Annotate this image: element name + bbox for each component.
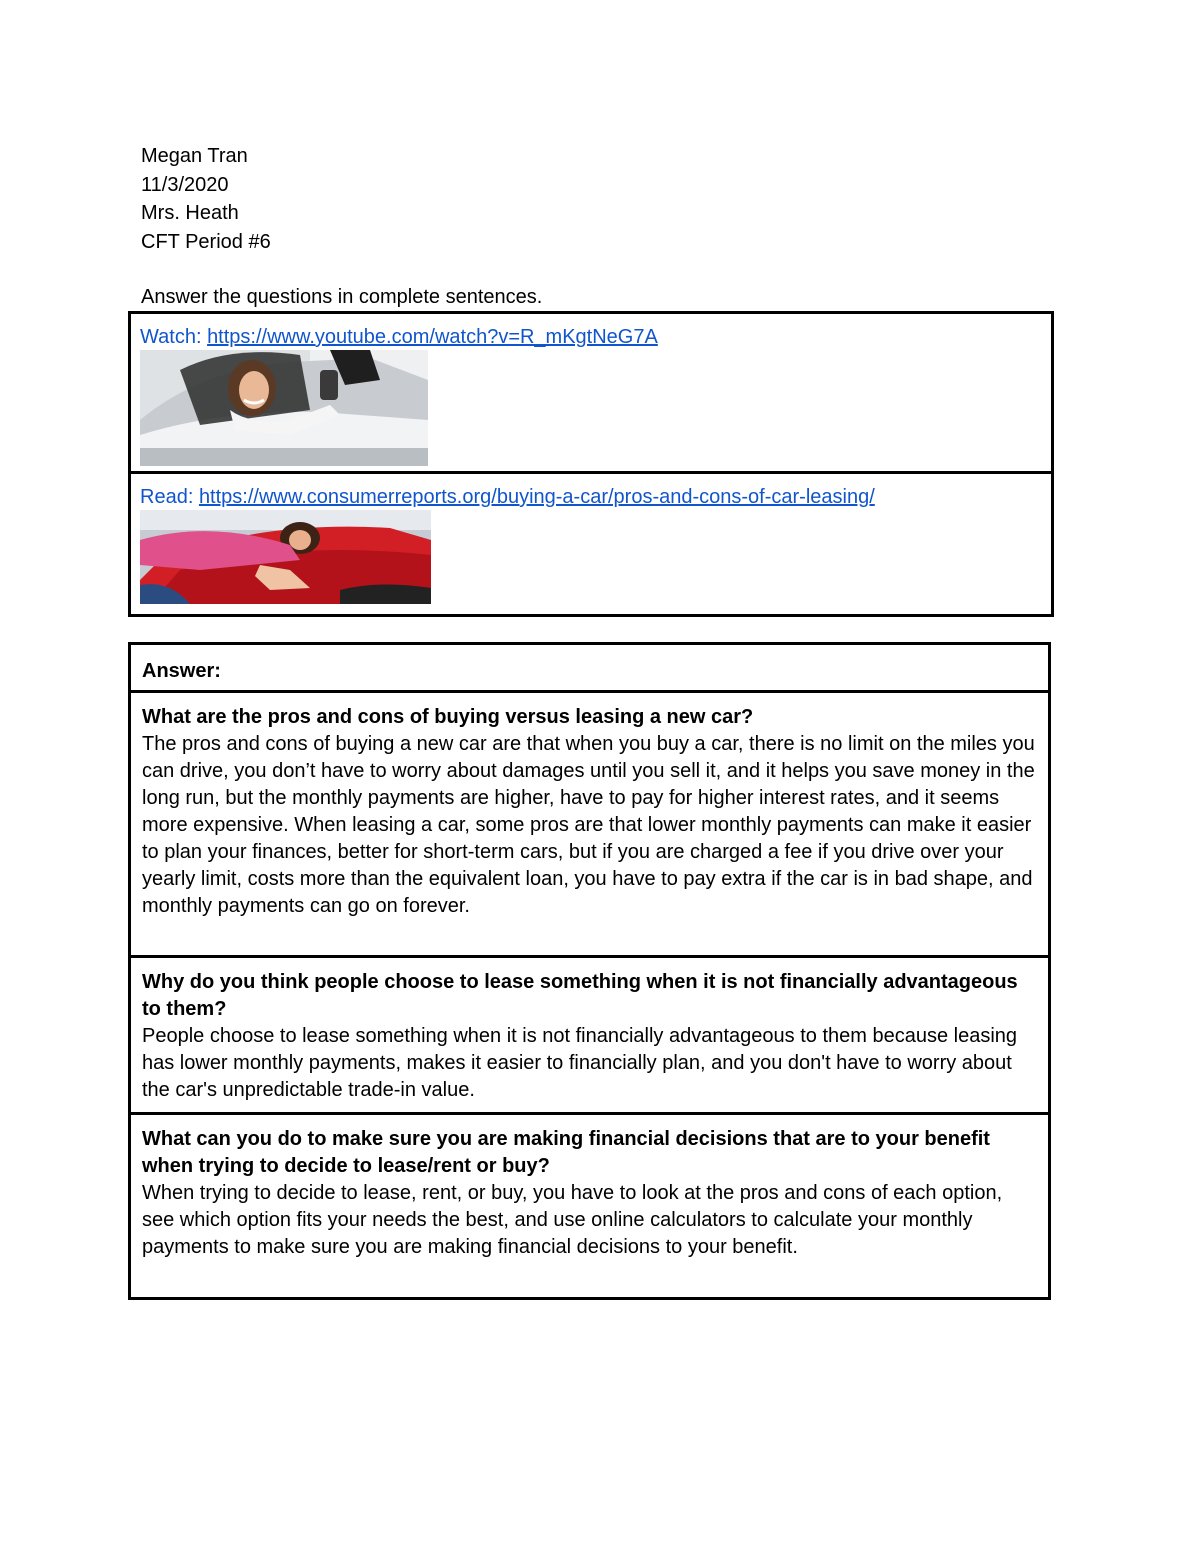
answer-row-financial-decisions — [131, 1115, 1048, 1297]
response-text: People choose to lease something when it is not financially advantageous to them because leasing has lower monthly payments, makes it easier to financially plan, and you don't have to worry about the car's unpredictable trade-in value. — [142, 1025, 1018, 1101]
watch-label: Watch: — [140, 326, 208, 348]
watch-cell — [131, 314, 1051, 474]
question-text: What can you do to make sure you are making financial decisions that are to your benefit when trying to decide to lease/rent or buy? — [142, 1128, 990, 1177]
read-label: Read: — [140, 486, 199, 508]
watch-line — [140, 325, 658, 349]
answer-row-why-lease — [131, 958, 1048, 1115]
watch-link[interactable]: https://www.youtube.com/watch?v=R_mKgtNeG7A — [207, 326, 658, 348]
student-name: Megan Tran — [141, 145, 248, 167]
response-text: When trying to decide to lease, rent, or buy, you have to look at the pros and cons of each option, see which option fits your needs the best, and use online calculators to calculate your monthly payments to make sure you are making financial decisions to your benefit. — [142, 1182, 1003, 1258]
answer-table — [128, 642, 1051, 1300]
instructions: Answer the questions in complete sentences. — [141, 286, 543, 308]
student-header — [141, 142, 271, 256]
answer-row-buy-vs-lease — [131, 693, 1048, 958]
read-thumbnail-image — [140, 510, 431, 604]
answer-header-row — [131, 645, 1048, 693]
question-text: What are the pros and cons of buying versus leasing a new car? — [142, 706, 754, 728]
answer-heading: Answer: — [142, 660, 221, 682]
class-period: CFT Period #6 — [141, 230, 271, 253]
teacher-name: Mrs. Heath — [141, 202, 239, 225]
read-line — [140, 485, 875, 509]
read-cell — [131, 474, 1051, 614]
question-text: Why do you think people choose to lease something when it is not financially advantageous to them? — [142, 971, 1018, 1020]
resource-table — [128, 311, 1054, 617]
watch-thumbnail-image — [140, 350, 428, 466]
assignment-date: 11/3/2020 — [141, 173, 229, 196]
read-link[interactable]: https://www.consumerreports.org/buying-a-car/pros-and-cons-of-car-leasing/ — [198, 486, 875, 508]
response-text: The pros and cons of buying a new car are that when you buy a car, there is no limit on the miles you can drive, you don’t have to worry about damages until you sell it, and it helps you save money in the long run, but the monthly payments are higher, have to pay for higher interest rates, and it seems more expensive. When leasing a car, some pros are that lower monthly payments can make it easier to plan your finances, better for short-term cars, but if you are charged a fee if you drive over your yearly limit, costs more than the equivalent loan, you have to pay extra if the car is in bad shape, and monthly payments can go on forever. — [142, 733, 1035, 917]
